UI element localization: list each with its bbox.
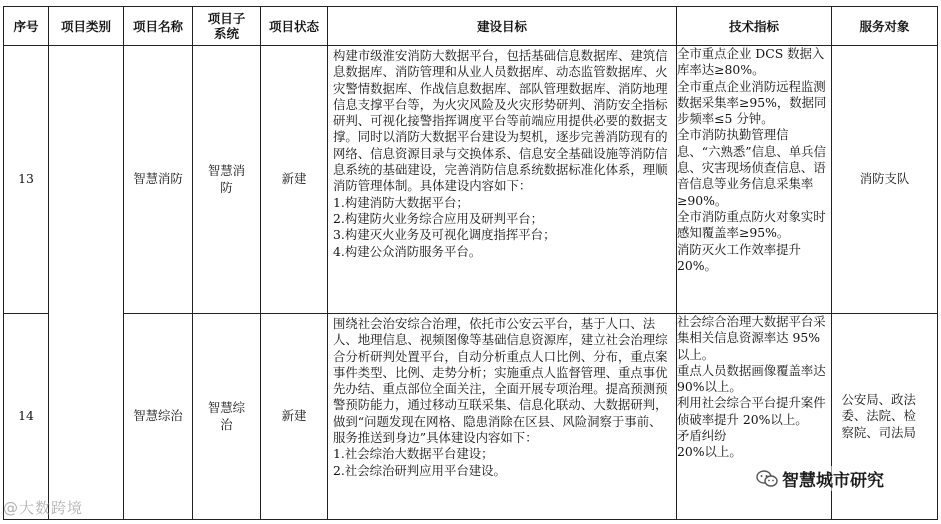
goal-text: 围绕社会治安综合治理，依托市公安云平台，基于人口、法人、地理信息、视频图像等基础信息资源库，建立社会治理综合分析研判处置平台，自动分析重点人口比例、分布，重点案事件类型、比例、走势分析；实施重点人监督管理、重点事优先办结、重点部位全面关注，全面开展专项治理。提高预测预警预防能力，通过移动互联采集、信息化联动、大数据研判，做到“问题发现在网格、隐患消除在区县、风险洞察于事前、服务推送到身边”具体建设内容如下： [333,316,668,446]
header-name: 项目名称 [124,7,193,46]
goal-item: 4.构建公众消防服务平台。 [333,243,482,259]
row-name: 智慧综治 [124,314,193,520]
row-service: 消防支队 [832,46,938,314]
row-goal [328,46,677,314]
table-header-row [4,7,938,46]
row-subsystem-label: 智慧消防 [207,163,246,195]
row-no: 13 [4,46,49,314]
tech-item: 全市消防重点防火对象实时感知覆盖率≥95%。 [677,208,826,241]
header-category: 项目类别 [49,7,124,46]
table-row [4,46,938,314]
header-subsystem [193,7,261,46]
goal-item: 1.构建消防大数据平台； [333,194,469,210]
row-tech [677,46,832,314]
goal-item: 3.构建灭火业务及可视化调度指挥平台； [333,227,556,243]
header-status: 项目状态 [261,7,328,46]
header-no: 序号 [4,7,49,46]
row-category [49,46,124,520]
row-no: 14 [4,314,49,520]
goal-item: 2.构建防火业务综合应用及研判平台； [333,210,544,226]
row-subsystem [193,46,261,314]
goal-item: 2.社会综治研判应用平台建设。 [333,462,506,478]
row-status: 新建 [261,46,328,314]
goal-text: 构建市级淮安消防大数据平台，包括基础信息数据库、建筑信息数据库、消防管理和从业人员数据库、动态监管数据库、火灾警情数据库、作战信息数据库、部队管理数据库、消防地理信息支撑平台等，为火灾风险及火灾形势研判、消防安全指标研判、可视化接警指挥调度平台等前端应用提供必要的数据支撑。同时以消防大数据平台建设为契机，逐步完善消防现有的网络、信息资源目录与交换体系、信息安全基础设施等消防信息系统的基础建设，完善消防信息系统数据标准化体系，理顺消防管理体制。具体建设内容如下： [333,48,668,194]
tech-item: 重点人员数据画像覆盖率达 90%以上。 [677,362,826,395]
row-name: 智慧消防 [124,46,193,314]
watermark-right-text: 智慧城市研究 [782,471,884,491]
tech-item: 全市重点企业 DCS 数据入库率达≥80%。 [677,46,825,78]
row-subsystem [193,314,261,520]
tech-item: 全市消防执勤管理信息、“六熟悉”信息、单兵信息、灾害现场侦查信息、语音信息等业务信息采集率≥90%。 [677,127,826,208]
row-status: 新建 [261,314,328,520]
header-subsystem-label: 项目子系统 [207,11,246,41]
watermark-left: @大数跨境 [3,499,84,517]
row-subsystem-label: 智慧综治 [207,400,246,432]
goal-item: 1.社会综治大数据平台建设； [333,446,494,462]
watermark-right [756,466,884,491]
tech-item: 矛盾纠纷 [677,428,727,444]
project-table [3,6,938,520]
wechat-icon [756,470,778,488]
tech-item: 利用社会综合平台提升案件侦破率提升 20%以上。 [677,395,826,427]
row-goal [328,314,677,520]
row-service-label: 公安局、政法委、法院、检察院、司法局 [841,392,916,440]
header-service: 服务对象 [832,7,938,46]
tech-item: 全市重点企业消防远程监测数据采集率≥95%，数据同步频率≤5 分钟。 [677,78,827,127]
tech-item: 社会综合治理大数据平台采集相关信息资源率达 95%以上。 [677,314,826,362]
header-tech: 技术指标 [677,7,832,46]
header-goal: 建设目标 [328,7,677,46]
tech-item: 20%以上。 [677,444,742,460]
tech-item: 消防灭火工作效率提升 20%。 [677,241,801,273]
